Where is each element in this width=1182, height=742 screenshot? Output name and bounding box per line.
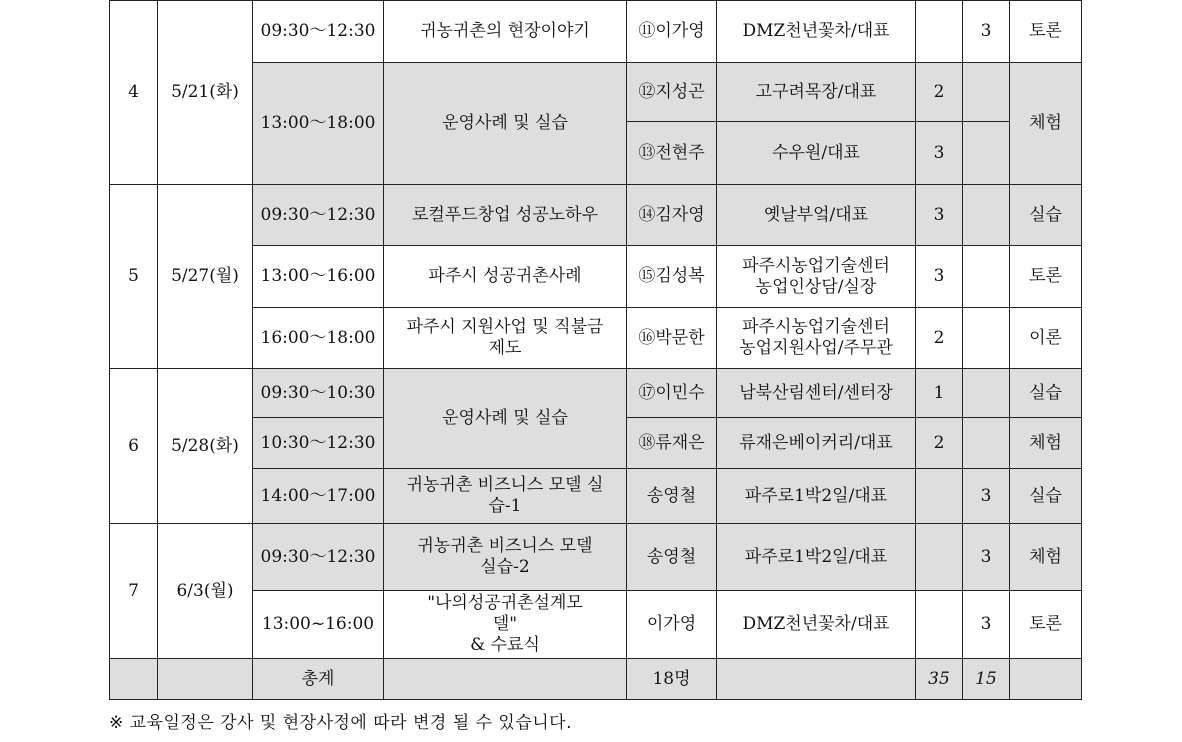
practice-hours-cell: 3 [963,1,1010,63]
affiliation-line: 농업인상담/실장 [755,276,877,297]
time-cell: 09:30～10:30 [253,369,384,418]
instructor-cell: 이가영 [627,591,717,659]
practice-hours-cell [963,63,1010,122]
practice-hours-cell [963,246,1010,308]
affiliation-cell: 남북산림센터/센터장 [717,369,916,418]
method-cell: 토론 [1010,246,1082,308]
topic-cell [384,524,627,591]
method-cell: 체험 [1010,418,1082,469]
instructor-cell: ⑬전현주 [627,122,717,185]
topic-cell: 로컬푸드창업 성공노하우 [384,185,627,246]
time-cell: 13:00～18:00 [253,63,384,185]
time-cell: 13:00～16:00 [253,246,384,308]
affiliation-cell: DMZ천년꽃차/대표 [717,1,916,63]
instructor-cell: ⑫지성곤 [627,63,717,122]
topic-line: 습-1 [488,496,522,516]
topic-line: 파주시 지원사업 및 직불금 [406,317,604,337]
affiliation-line: 파주시농업기술센터 [742,317,890,337]
affiliation-cell: 파주로1박2일/대표 [717,524,916,591]
method-cell: 토론 [1010,1,1082,63]
affiliation-cell: DMZ천년꽃차/대표 [717,591,916,659]
time-cell: 16:00～18:00 [253,308,384,369]
practice-hours-cell [963,369,1010,418]
practice-hours-cell [963,308,1010,369]
topic-cell: 파주시 성공귀촌사례 [384,246,627,308]
table-row [110,591,1082,659]
total-instructors: 18명 [627,659,717,700]
topic-line: 귀농귀촌 비즈니스 모델 [417,536,593,556]
theory-hours-cell: 1 [916,369,963,418]
method-cell: 실습 [1010,469,1082,524]
practice-hours-cell: 3 [963,591,1010,659]
affiliation-cell: 류재은베이커리/대표 [717,418,916,469]
affiliation-cell: 옛날부엌/대표 [717,185,916,246]
theory-hours-cell: 2 [916,63,963,122]
time-cell: 10:30～12:30 [253,418,384,469]
empty-cell [110,659,158,700]
empty-cell [717,659,916,700]
affiliation-cell [717,246,916,308]
theory-hours-cell: 3 [916,246,963,308]
instructor-cell: 송영철 [627,524,717,591]
practice-hours-cell [963,185,1010,246]
instructor-cell: ⑮김성복 [627,246,717,308]
instructor-cell: ⑯박문한 [627,308,717,369]
schedule-table [109,0,1082,700]
topic-cell [384,308,627,369]
topic-cell: 귀농귀촌의 현장이야기 [384,1,627,63]
method-cell: 체험 [1010,63,1082,185]
table-row [110,1,1082,63]
time-cell: 09:30～12:30 [253,524,384,591]
theory-hours-cell [916,1,963,63]
date-cell: 5/28(화) [158,369,253,524]
time-cell: 09:30～12:30 [253,185,384,246]
topic-cell [384,469,627,524]
topic-line: "나의성공귀촌설계모 [427,593,583,613]
topic-line: 실습-2 [480,557,530,577]
topic-cell [384,591,627,659]
affiliation-cell [717,308,916,369]
affiliation-line: 파주시농업기술센터 [742,255,890,276]
empty-cell [1010,659,1082,700]
topic-line: 제도 [488,338,522,358]
practice-hours-cell: 3 [963,524,1010,591]
theory-hours-cell [916,591,963,659]
theory-hours-cell [916,524,963,591]
time-cell: 13:00~16:00 [253,591,384,659]
method-cell: 실습 [1010,369,1082,418]
method-cell: 토론 [1010,591,1082,659]
theory-hours-cell: 2 [916,418,963,469]
instructor-cell: ⑱류재은 [627,418,717,469]
instructor-cell: ⑰이민수 [627,369,717,418]
practice-hours-cell [963,122,1010,185]
theory-hours-cell: 2 [916,308,963,369]
affiliation-cell: 고구려목장/대표 [717,63,916,122]
topic-cell: 운영사례 및 실습 [384,63,627,185]
time-cell: 09:30～12:30 [253,1,384,63]
date-cell: 5/27(월) [158,185,253,369]
week-cell: 4 [110,1,158,185]
table-row [110,246,1082,308]
affiliation-cell: 파주로1박2일/대표 [717,469,916,524]
total-label: 총계 [253,659,384,700]
instructor-cell: ⑪이가영 [627,1,717,63]
total-practice-hours: 15 [963,659,1010,700]
instructor-cell: 송영철 [627,469,717,524]
topic-line: & 수료식 [470,635,540,655]
date-cell: 5/21(화) [158,1,253,185]
total-theory-hours: 35 [916,659,963,700]
table-row [110,469,1082,524]
instructor-cell: ⑭김자영 [627,185,717,246]
topic-line: 귀농귀촌 비즈니스 모델 실 [406,475,604,495]
method-cell: 체험 [1010,524,1082,591]
week-cell: 7 [110,524,158,659]
schedule-note: ※ 교육일정은 강사 및 현장사정에 따라 변경 될 수 있습니다. [109,713,572,733]
table-row [110,63,1082,122]
practice-hours-cell: 3 [963,469,1010,524]
table-row [110,524,1082,591]
empty-cell [384,659,627,700]
topic-cell: 운영사례 및 실습 [384,369,627,469]
date-cell: 6/3(월) [158,524,253,659]
affiliation-cell: 수우원/대표 [717,122,916,185]
method-cell: 실습 [1010,185,1082,246]
week-cell: 5 [110,185,158,369]
total-row [110,659,1082,700]
practice-hours-cell [963,418,1010,469]
method-cell: 이론 [1010,308,1082,369]
empty-cell [158,659,253,700]
theory-hours-cell: 3 [916,185,963,246]
affiliation-line: 농업지원사업/주무관 [739,338,893,358]
week-cell: 6 [110,369,158,524]
topic-line: 델" [492,614,518,634]
time-cell: 14:00～17:00 [253,469,384,524]
table-row [110,369,1082,418]
table-row [110,308,1082,369]
theory-hours-cell: 3 [916,122,963,185]
table-row [110,185,1082,246]
theory-hours-cell [916,469,963,524]
